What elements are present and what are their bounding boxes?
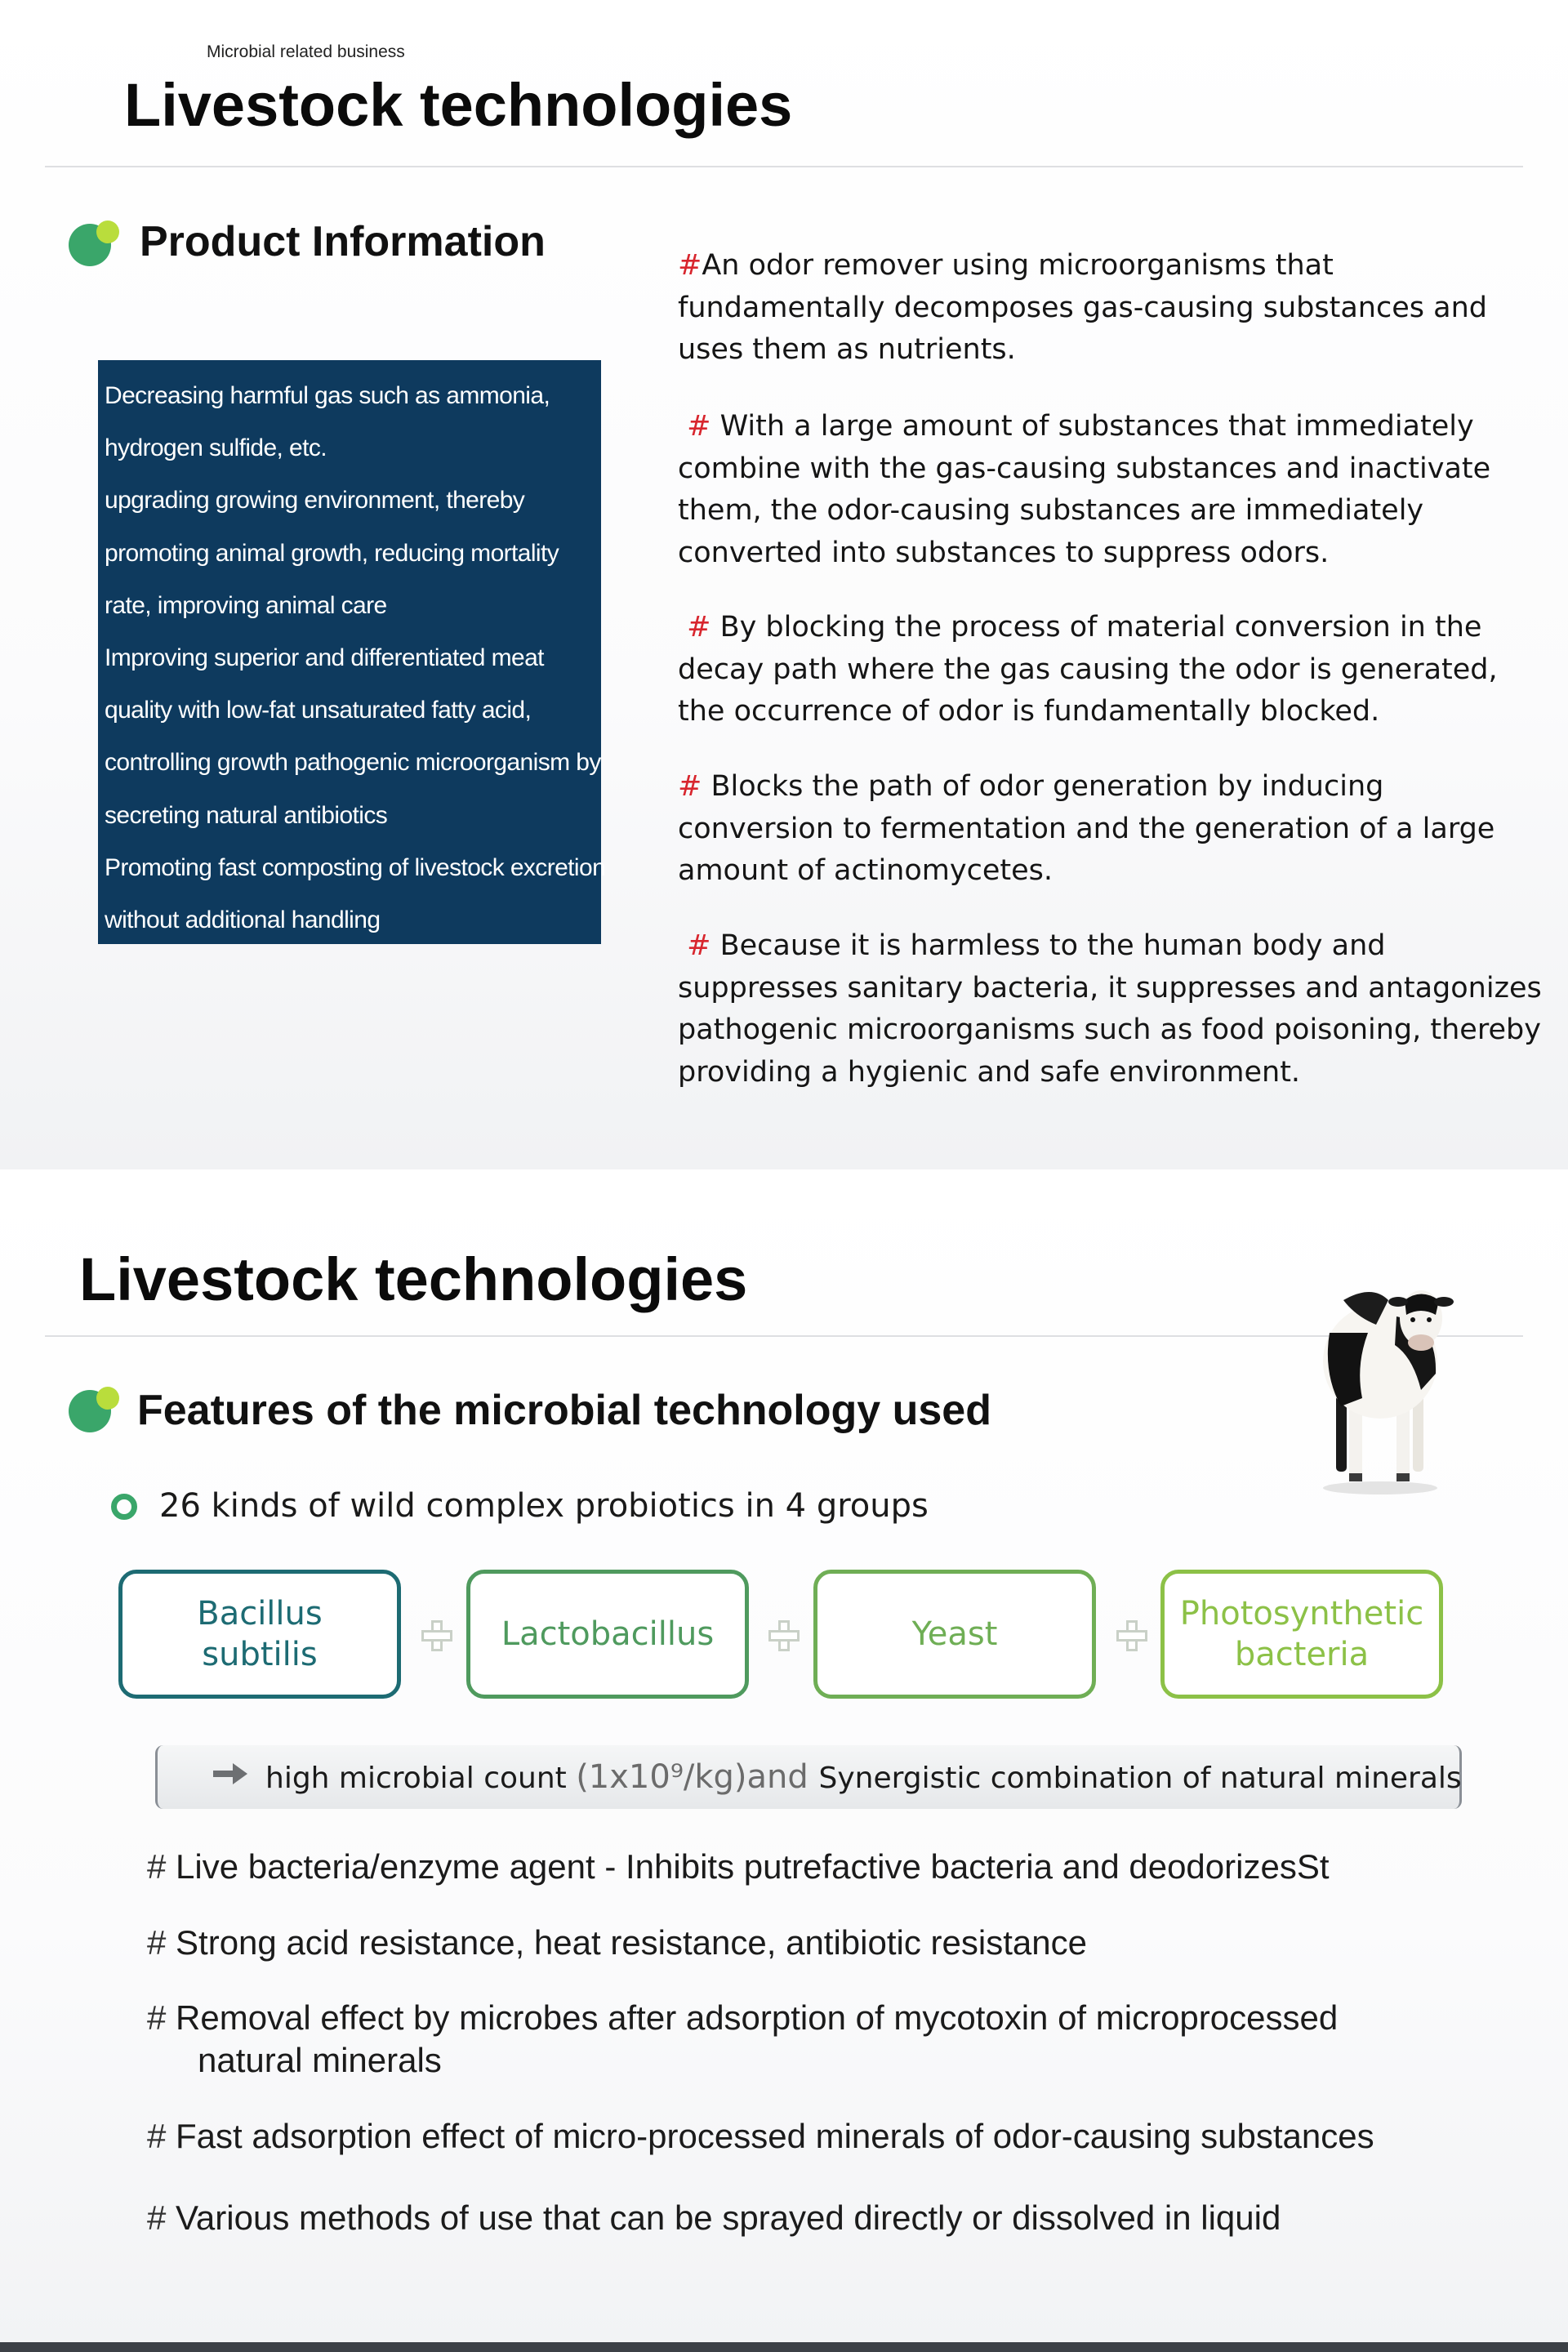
- summary-count: (1x10⁹/kg)and: [576, 1758, 819, 1796]
- paragraph-text: With a large amount of substances that immediately combine with the gas-causing substances and inactivate them, the odor-causing substances are immediately converted into substances to suppress odors.: [678, 410, 1491, 569]
- feature-text: natural minerals: [198, 2041, 442, 2079]
- description-paragraph: [678, 925, 1544, 1094]
- group-label: subtilis: [202, 1636, 318, 1673]
- feature-line: [147, 2115, 1374, 2158]
- hash-mark: #: [678, 611, 720, 644]
- summary-bar: [155, 1745, 1462, 1809]
- hash-mark: #: [678, 770, 711, 803]
- benefits-box: [98, 360, 606, 944]
- description-paragraph: [678, 607, 1544, 733]
- hash-mark: #: [147, 1923, 176, 1962]
- hash-mark: #: [678, 929, 720, 962]
- plus-icon: [768, 1620, 800, 1651]
- benefit-line: upgrading growing environment, thereby: [105, 487, 525, 514]
- feature-line: [147, 2197, 1281, 2239]
- description-paragraph: [678, 245, 1544, 372]
- page-title: Livestock technologies: [79, 1245, 748, 1313]
- right-arrow-icon: [213, 1762, 247, 1786]
- benefit-line: without additional handling: [105, 906, 381, 933]
- benefit-line: secreting natural antibiotics: [105, 801, 388, 829]
- feature-text: Removal effect by microbes after adsorption of mycotoxin of microprocessed: [176, 1998, 1339, 2037]
- hash-mark: #: [678, 410, 720, 443]
- benefit-line: hydrogen sulfide, etc.: [105, 434, 327, 462]
- benefit-line: controlling growth pathogenic microorganism by: [105, 749, 601, 777]
- paragraph-text: An odor remover using microorganisms that fundamentally decomposes gas-causing substances and uses them as nutrients.: [678, 249, 1487, 366]
- green-bullet-icon: [69, 220, 121, 266]
- title-divider: [45, 166, 1523, 167]
- feature-text: Strong acid resistance, heat resistance, antibiotic resistance: [176, 1923, 1087, 1962]
- description-paragraph: [678, 406, 1544, 574]
- hash-mark: #: [678, 249, 702, 282]
- benefit-line: quality with low-fat unsaturated fatty acid,: [105, 697, 532, 724]
- benefit-line: Decreasing harmful gas such as ammonia,: [105, 382, 550, 409]
- slide-product-information: [0, 0, 1568, 1169]
- green-bullet-icon: [69, 1387, 121, 1432]
- hash-mark: #: [147, 2198, 176, 2237]
- feature-line: [147, 1922, 1087, 1964]
- group-label: Yeast: [911, 1615, 998, 1653]
- hash-mark: #: [147, 2117, 176, 2155]
- summary-part: Synergistic combination of natural minerals: [818, 1762, 1462, 1795]
- section-title: Features of the microbial technology used: [137, 1387, 991, 1434]
- benefit-line: promoting animal growth, reducing mortality: [105, 539, 559, 567]
- description-paragraph: [678, 766, 1544, 893]
- group-bacillus-subtilis: [118, 1570, 401, 1699]
- feature-text: Various methods of use that can be sprayed directly or dissolved in liquid: [176, 2198, 1281, 2237]
- ring-bullet-icon: [111, 1494, 137, 1520]
- group-label: Bacillus: [197, 1595, 323, 1633]
- feature-text: Fast adsorption effect of micro-processed minerals of odor-causing substances: [176, 2117, 1374, 2155]
- feature-line: [147, 1846, 1330, 1888]
- group-yeast: [813, 1570, 1096, 1699]
- group-label: bacteria: [1234, 1636, 1370, 1673]
- group-label: Photosynthetic: [1179, 1595, 1424, 1633]
- plus-icon: [1116, 1620, 1147, 1651]
- benefit-line: Improving superior and differentiated meat: [105, 644, 544, 671]
- benefit-line: rate, improving animal care: [105, 591, 387, 619]
- feature-line-continuation: [198, 2039, 442, 2082]
- paragraph-text: Blocks the path of odor generation by inducing conversion to fermentation and the generation of a large amount of actinomycetes.: [678, 770, 1495, 887]
- sub-bullet-text: 26 kinds of wild complex probiotics in 4 groups: [159, 1487, 929, 1525]
- plus-icon: [421, 1620, 452, 1651]
- footer-bar: [0, 2342, 1568, 2352]
- feature-text: Live bacteria/enzyme agent - Inhibits putrefactive bacteria and deodorizesSt: [176, 1847, 1330, 1886]
- cow-image: [1298, 1267, 1462, 1496]
- page-title: Livestock technologies: [124, 71, 793, 139]
- paragraph-text: Because it is harmless to the human body and suppresses sanitary bacteria, it suppresses and antagonizes pathogenic microorganisms such as food poisoning, thereby providing a hygienic and safe environment.: [678, 929, 1542, 1089]
- section-title: Product Information: [140, 218, 546, 265]
- kicker-text: Microbial related business: [207, 42, 405, 61]
- paragraph-text: By blocking the process of material conversion in the decay path where the gas causing the odor is generated, the occurrence of odor is fundamentally blocked.: [678, 611, 1498, 728]
- hash-mark: #: [147, 1998, 176, 2037]
- group-label: Lactobacillus: [501, 1615, 715, 1653]
- group-lactobacillus: [466, 1570, 749, 1699]
- group-photosynthetic-bacteria: [1160, 1570, 1443, 1699]
- feature-line: [147, 1997, 1338, 2039]
- benefit-line: Promoting fast composting of livestock excretion: [105, 853, 606, 881]
- summary-text: [265, 1758, 1462, 1796]
- hash-mark: #: [147, 1847, 176, 1886]
- summary-part: high microbial count: [265, 1762, 577, 1795]
